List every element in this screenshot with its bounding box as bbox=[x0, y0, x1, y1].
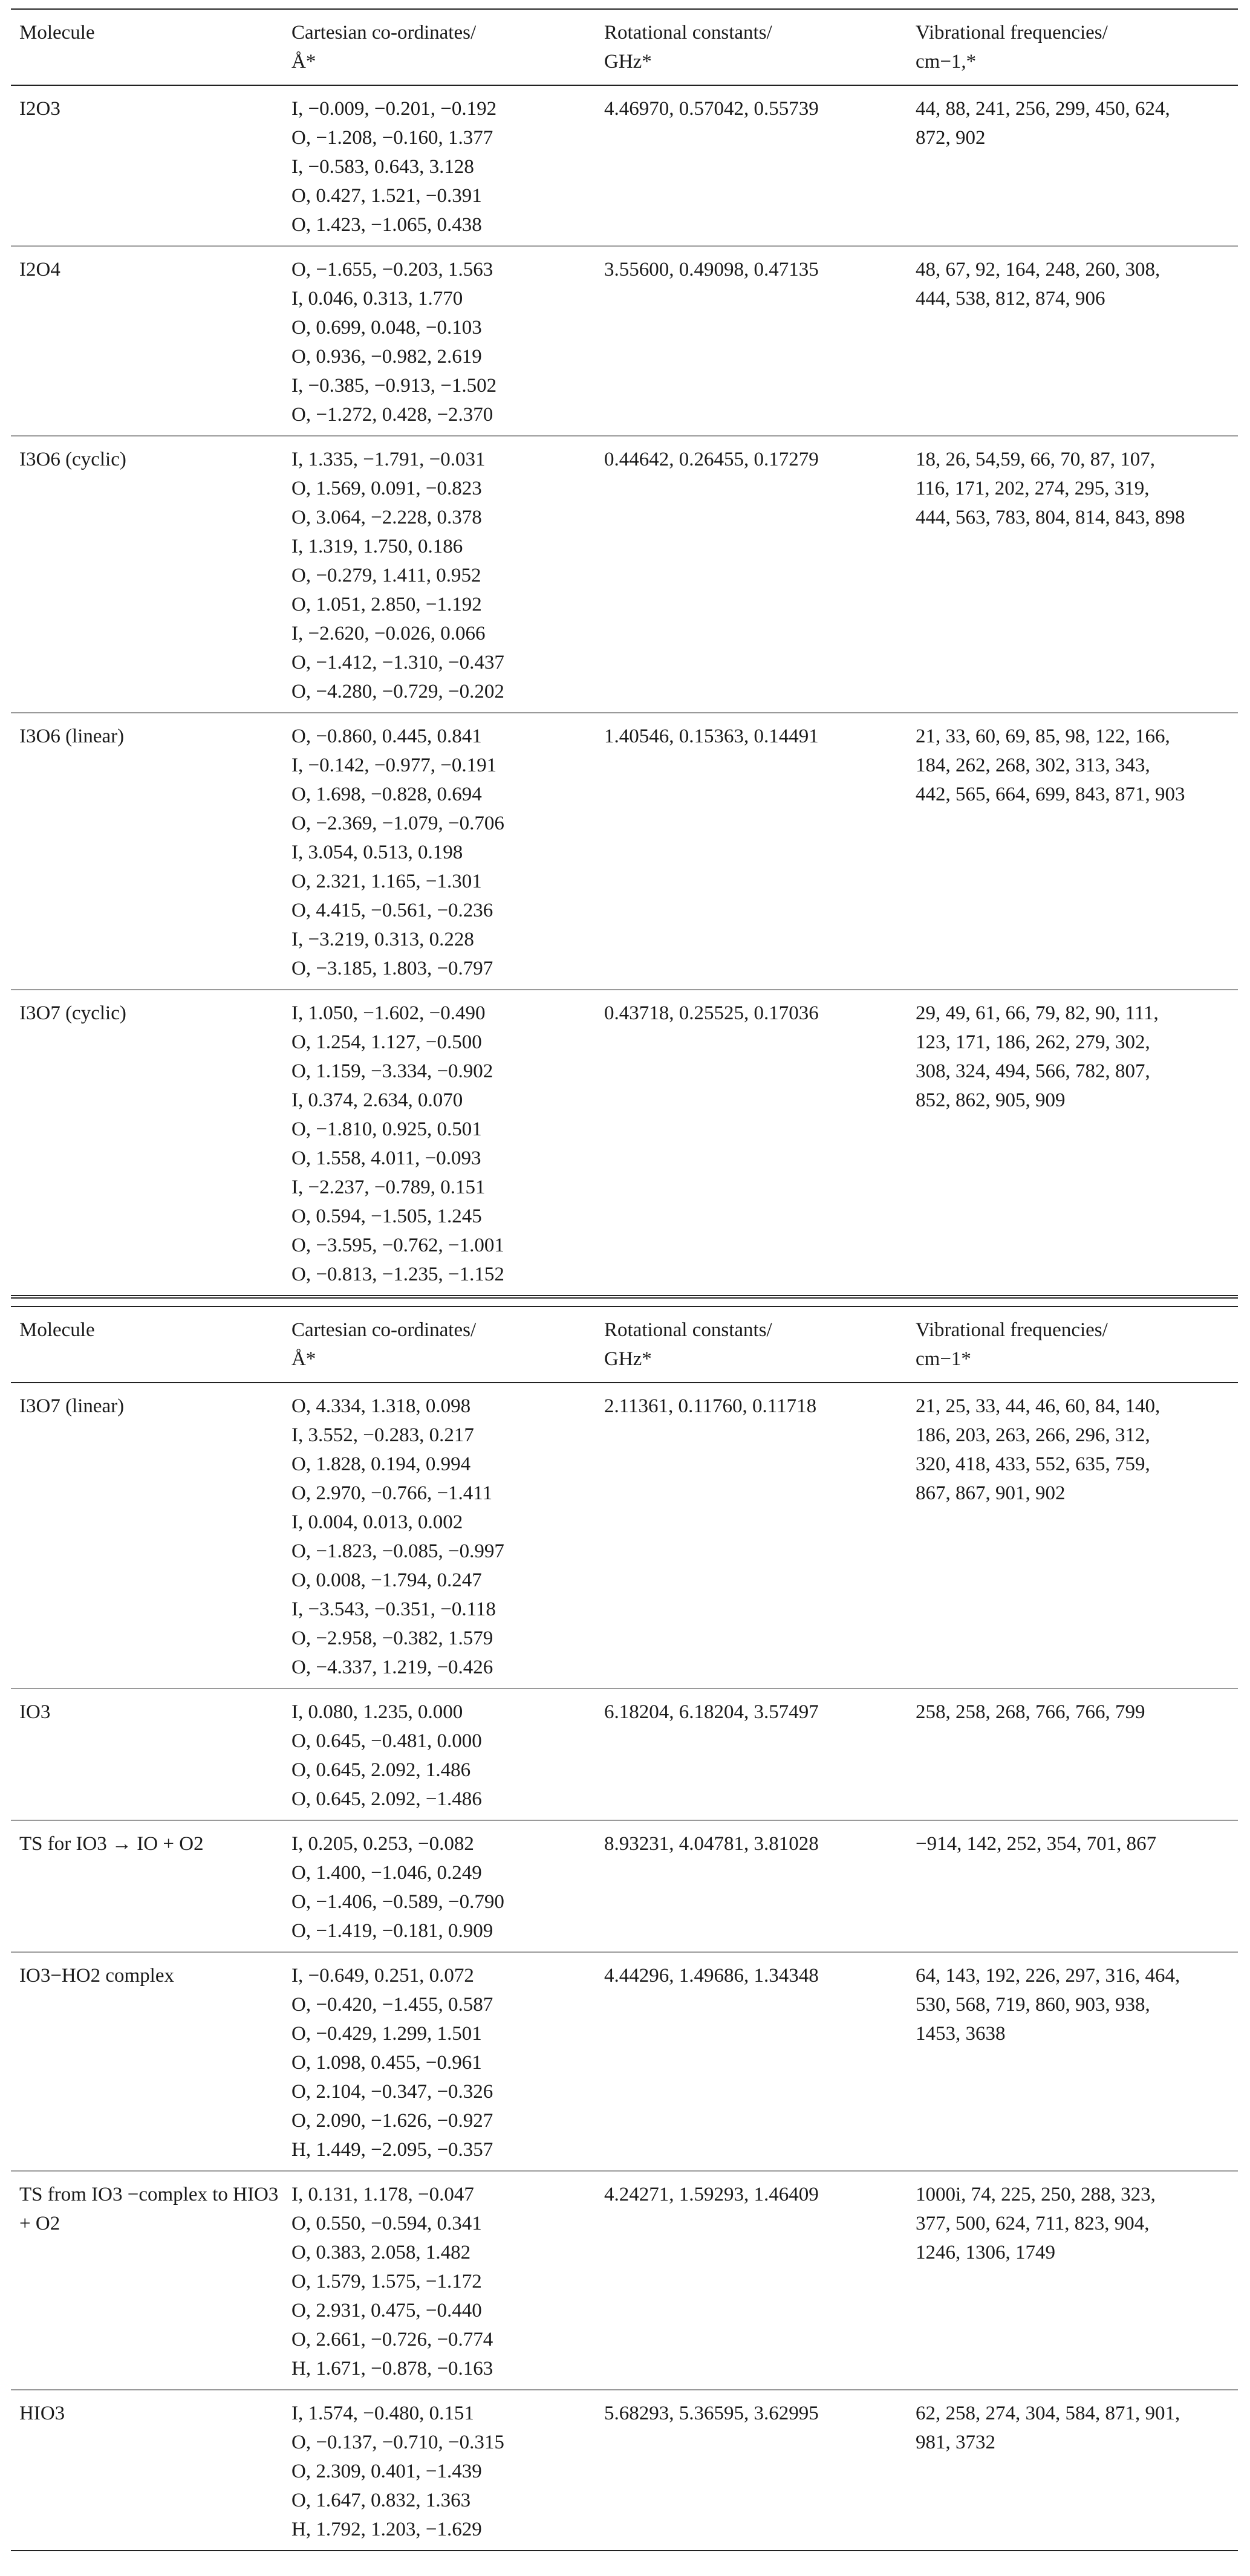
coordinates-cell bbox=[283, 990, 596, 1296]
header-rotational-constants: Rotational constants/ GHz* bbox=[596, 9, 907, 85]
table-row bbox=[11, 1383, 1238, 1689]
rotational-constants-cell bbox=[596, 713, 907, 990]
vibrational-frequencies-line: 21, 33, 60, 69, 85, 98, 122, 166, bbox=[916, 725, 1170, 747]
rotational-constants-cell bbox=[596, 1820, 907, 1952]
molecule-name: HIO3 bbox=[19, 2402, 65, 2424]
coordinate-line: O, 2.931, 0.475, −0.440 bbox=[291, 2300, 482, 2321]
coordinate-line: O, −0.279, 1.411, 0.952 bbox=[291, 565, 481, 586]
header-molecule: Molecule bbox=[11, 1306, 283, 1383]
molecule-cell bbox=[11, 1383, 283, 1689]
vibrational-frequencies-line: 1246, 1306, 1749 bbox=[916, 2242, 1055, 2263]
rotational-constants-cell bbox=[596, 990, 907, 1296]
coordinate-line: O, −1.406, −0.589, −0.790 bbox=[291, 1891, 504, 1913]
coordinate-line: I, −2.237, −0.789, 0.151 bbox=[291, 1176, 486, 1198]
header-cartesian-coordinates: Cartesian co-ordinates/ Å* bbox=[283, 1306, 596, 1383]
table-row bbox=[11, 2390, 1238, 2551]
coordinates-cell bbox=[283, 713, 596, 990]
coordinates-cell bbox=[283, 2171, 596, 2390]
coordinate-line: I, 0.131, 1.178, −0.047 bbox=[291, 2184, 474, 2205]
molecule-name: IO3−HO2 complex bbox=[19, 1965, 174, 1987]
table-row bbox=[11, 1952, 1238, 2171]
vibrational-frequencies-line: 48, 67, 92, 164, 248, 260, 308, bbox=[916, 259, 1160, 281]
coordinates-cell bbox=[283, 1383, 596, 1689]
coordinate-line: O, −2.369, −1.079, −0.706 bbox=[291, 813, 504, 834]
molecule-name: TS for IO3 → IO + O2 bbox=[19, 1833, 204, 1855]
coordinate-line: O, 1.647, 0.832, 1.363 bbox=[291, 2490, 471, 2511]
vibrational-frequencies-cell bbox=[907, 436, 1238, 713]
vibrational-frequencies-line: 377, 500, 624, 711, 823, 904, bbox=[916, 2213, 1150, 2234]
coordinate-line: I, 0.004, 0.013, 0.002 bbox=[291, 1511, 463, 1533]
coordinate-line: O, 0.645, 2.092, 1.486 bbox=[291, 1759, 471, 1781]
table-row bbox=[11, 2171, 1238, 2390]
rotational-constants-value: 4.24271, 1.59293, 1.46409 bbox=[604, 2184, 819, 2205]
vibrational-frequencies-line: 852, 862, 905, 909 bbox=[916, 1089, 1066, 1111]
coordinate-line: I, 0.374, 2.634, 0.070 bbox=[291, 1089, 463, 1111]
coordinates-cell bbox=[283, 246, 596, 436]
molecule-cell bbox=[11, 1820, 283, 1952]
coordinate-line: O, 1.579, 1.575, −1.172 bbox=[291, 2271, 482, 2292]
molecular-data-table-part-2 bbox=[11, 1306, 1238, 2551]
table-row bbox=[11, 246, 1238, 436]
table-row bbox=[11, 713, 1238, 990]
coordinates-cell bbox=[283, 1689, 596, 1820]
coordinates-cell bbox=[283, 2390, 596, 2551]
rotational-constants-value: 3.55600, 0.49098, 0.47135 bbox=[604, 259, 819, 281]
coordinate-line: O, 0.645, −0.481, 0.000 bbox=[291, 1730, 482, 1752]
vibrational-frequencies-line: 867, 867, 901, 902 bbox=[916, 1482, 1066, 1504]
coordinate-line: I, −0.385, −0.913, −1.502 bbox=[291, 375, 497, 397]
rotational-constants-value: 8.93231, 4.04781, 3.81028 bbox=[604, 1833, 819, 1855]
coordinate-line: O, −3.185, 1.803, −0.797 bbox=[291, 958, 493, 979]
coordinate-line: O, −1.810, 0.925, 0.501 bbox=[291, 1118, 482, 1140]
rotational-constants-value: 6.18204, 6.18204, 3.57497 bbox=[604, 1701, 819, 1723]
vibrational-frequencies-line: 184, 262, 268, 302, 313, 343, bbox=[916, 754, 1150, 776]
molecule-name: I3O6 (cyclic) bbox=[19, 449, 126, 470]
vibrational-frequencies-cell bbox=[907, 713, 1238, 990]
molecule-name: TS from IO3 −complex to HIO3 + O2 bbox=[19, 2184, 279, 2234]
coordinate-line: O, −0.137, −0.710, −0.315 bbox=[291, 2432, 504, 2453]
coordinate-line: O, −2.958, −0.382, 1.579 bbox=[291, 1627, 493, 1649]
rotational-constants-cell bbox=[596, 1952, 907, 2171]
molecule-cell bbox=[11, 2390, 283, 2551]
molecule-cell bbox=[11, 1952, 283, 2171]
rotational-constants-value: 5.68293, 5.36595, 3.62995 bbox=[604, 2402, 819, 2424]
vibrational-frequencies-cell bbox=[907, 990, 1238, 1296]
molecule-cell bbox=[11, 2171, 283, 2390]
coordinate-line: O, −1.419, −0.181, 0.909 bbox=[291, 1920, 493, 1942]
vibrational-frequencies-line: 21, 25, 33, 44, 46, 60, 84, 140, bbox=[916, 1395, 1160, 1417]
coordinates-cell bbox=[283, 1820, 596, 1952]
coordinate-line: O, 0.427, 1.521, −0.391 bbox=[291, 185, 482, 207]
vibrational-frequencies-line: 64, 143, 192, 226, 297, 316, 464, bbox=[916, 1965, 1180, 1987]
coordinate-line: I, 0.080, 1.235, 0.000 bbox=[291, 1701, 463, 1723]
coordinates-cell bbox=[283, 1952, 596, 2171]
coordinate-line: O, 1.254, 1.127, −0.500 bbox=[291, 1031, 482, 1053]
molecule-name: I3O7 (cyclic) bbox=[19, 1002, 126, 1024]
coordinate-line: O, −0.860, 0.445, 0.841 bbox=[291, 725, 482, 747]
coordinate-line: I, −0.009, −0.201, −0.192 bbox=[291, 98, 497, 120]
table-row bbox=[11, 1820, 1238, 1952]
coordinate-line: I, −3.543, −0.351, −0.118 bbox=[291, 1598, 496, 1620]
vibrational-frequencies-cell bbox=[907, 2390, 1238, 2551]
coordinate-line: I, 3.054, 0.513, 0.198 bbox=[291, 842, 463, 863]
vibrational-frequencies-line: 444, 538, 812, 874, 906 bbox=[916, 288, 1105, 310]
coordinate-line: I, 1.050, −1.602, −0.490 bbox=[291, 1002, 486, 1024]
coordinate-line: O, 0.936, −0.982, 2.619 bbox=[291, 346, 482, 368]
coordinate-line: O, 1.400, −1.046, 0.249 bbox=[291, 1862, 482, 1884]
coordinate-line: H, 1.671, −0.878, −0.163 bbox=[291, 2358, 493, 2380]
coordinate-line: O, 2.090, −1.626, −0.927 bbox=[291, 2110, 493, 2132]
header-rotational-constants: Rotational constants/ GHz* bbox=[596, 1306, 907, 1383]
coordinate-line: O, 2.970, −0.766, −1.411 bbox=[291, 1482, 493, 1504]
molecular-data-table-part-1 bbox=[11, 8, 1238, 1296]
coordinate-line: I, −0.583, 0.643, 3.128 bbox=[291, 156, 474, 178]
coordinate-line: I, −2.620, −0.026, 0.066 bbox=[291, 623, 486, 644]
coordinate-line: O, 2.321, 1.165, −1.301 bbox=[291, 871, 482, 892]
coordinate-line: O, 0.008, −1.794, 0.247 bbox=[291, 1569, 482, 1591]
coordinate-line: I, −0.142, −0.977, −0.191 bbox=[291, 754, 497, 776]
vibrational-frequencies-cell bbox=[907, 1689, 1238, 1820]
coordinate-line: O, 1.159, −3.334, −0.902 bbox=[291, 1060, 493, 1082]
rotational-constants-cell bbox=[596, 2171, 907, 2390]
rotational-constants-value: 2.11361, 0.11760, 0.11718 bbox=[604, 1395, 817, 1417]
vibrational-frequencies-line: 320, 418, 433, 552, 635, 759, bbox=[916, 1453, 1150, 1475]
vibrational-frequencies-cell bbox=[907, 2171, 1238, 2390]
coordinate-line: I, −3.219, 0.313, 0.228 bbox=[291, 929, 474, 950]
coordinate-line: O, 0.645, 2.092, −1.486 bbox=[291, 1788, 482, 1810]
molecule-cell bbox=[11, 1689, 283, 1820]
vibrational-frequencies-line: 444, 563, 783, 804, 814, 843, 898 bbox=[916, 507, 1185, 528]
coordinate-line: O, 0.383, 2.058, 1.482 bbox=[291, 2242, 471, 2263]
header-vibrational-frequencies: Vibrational frequencies/ cm−1* bbox=[907, 1306, 1238, 1383]
vibrational-frequencies-cell bbox=[907, 1820, 1238, 1952]
coordinate-line: O, 1.698, −0.828, 0.694 bbox=[291, 784, 482, 805]
vibrational-frequencies-line: 186, 203, 263, 266, 296, 312, bbox=[916, 1424, 1150, 1446]
table-header-row bbox=[11, 1306, 1238, 1383]
coordinate-line: O, −1.412, −1.310, −0.437 bbox=[291, 652, 504, 673]
header-vibrational-frequencies: Vibrational frequencies/ cm−1,* bbox=[907, 9, 1238, 85]
vibrational-frequencies-cell bbox=[907, 1952, 1238, 2171]
vibrational-frequencies-line: 1000i, 74, 225, 250, 288, 323, bbox=[916, 2184, 1156, 2205]
coordinates-cell bbox=[283, 436, 596, 713]
vibrational-frequencies-line: 308, 324, 494, 566, 782, 807, bbox=[916, 1060, 1150, 1082]
vibrational-frequencies-line: 62, 258, 274, 304, 584, 871, 901, bbox=[916, 2402, 1180, 2424]
coordinate-line: O, −1.655, −0.203, 1.563 bbox=[291, 259, 493, 281]
coordinates-cell bbox=[283, 85, 596, 246]
header-molecule: Molecule bbox=[11, 9, 283, 85]
table-row bbox=[11, 436, 1238, 713]
coordinate-line: O, −0.429, 1.299, 1.501 bbox=[291, 2023, 482, 2045]
vibrational-frequencies-line: 872, 902 bbox=[916, 127, 986, 149]
molecule-name: IO3 bbox=[19, 1701, 51, 1723]
coordinate-line: I, 0.046, 0.313, 1.770 bbox=[291, 288, 463, 310]
rotational-constants-value: 0.44642, 0.26455, 0.17279 bbox=[604, 449, 819, 470]
coordinate-line: I, 0.205, 0.253, −0.082 bbox=[291, 1833, 474, 1855]
vibrational-frequencies-cell bbox=[907, 85, 1238, 246]
vibrational-frequencies-line: −914, 142, 252, 354, 701, 867 bbox=[916, 1833, 1157, 1855]
coordinate-line: O, 0.699, 0.048, −0.103 bbox=[291, 317, 482, 339]
coordinate-line: O, 4.334, 1.318, 0.098 bbox=[291, 1395, 471, 1417]
coordinate-line: O, −1.208, −0.160, 1.377 bbox=[291, 127, 493, 149]
table-separator-rule bbox=[11, 1297, 1238, 1299]
vibrational-frequencies-cell bbox=[907, 1383, 1238, 1689]
vibrational-frequencies-line: 530, 568, 719, 860, 903, 938, bbox=[916, 1994, 1150, 2016]
coordinate-line: O, 1.828, 0.194, 0.994 bbox=[291, 1453, 471, 1475]
rotational-constants-value: 4.46970, 0.57042, 0.55739 bbox=[604, 98, 819, 120]
coordinate-line: O, 4.415, −0.561, −0.236 bbox=[291, 900, 493, 921]
molecule-name: I2O3 bbox=[19, 98, 60, 120]
rotational-constants-cell bbox=[596, 1383, 907, 1689]
coordinate-line: H, 1.792, 1.203, −1.629 bbox=[291, 2519, 482, 2540]
coordinate-line: O, 2.104, −0.347, −0.326 bbox=[291, 2081, 493, 2103]
coordinate-line: O, 0.594, −1.505, 1.245 bbox=[291, 1205, 482, 1227]
rotational-constants-cell bbox=[596, 246, 907, 436]
rotational-constants-cell bbox=[596, 85, 907, 246]
vibrational-frequencies-line: 123, 171, 186, 262, 279, 302, bbox=[916, 1031, 1150, 1053]
coordinate-line: H, 1.449, −2.095, −0.357 bbox=[291, 2139, 493, 2161]
table-row bbox=[11, 1689, 1238, 1820]
header-cartesian-coordinates: Cartesian co-ordinates/ Å* bbox=[283, 9, 596, 85]
coordinate-line: O, −4.337, 1.219, −0.426 bbox=[291, 1656, 493, 1678]
coordinate-line: I, −0.649, 0.251, 0.072 bbox=[291, 1965, 474, 1987]
coordinate-line: O, 1.558, 4.011, −0.093 bbox=[291, 1147, 481, 1169]
coordinate-line: I, 3.552, −0.283, 0.217 bbox=[291, 1424, 474, 1446]
coordinate-line: O, −0.420, −1.455, 0.587 bbox=[291, 1994, 493, 2016]
molecule-name: I3O6 (linear) bbox=[19, 725, 125, 747]
coordinate-line: O, 3.064, −2.228, 0.378 bbox=[291, 507, 482, 528]
vibrational-frequencies-cell bbox=[907, 246, 1238, 436]
coordinate-line: O, 0.550, −0.594, 0.341 bbox=[291, 2213, 482, 2234]
vibrational-frequencies-line: 44, 88, 241, 256, 299, 450, 624, bbox=[916, 98, 1170, 120]
molecule-cell bbox=[11, 436, 283, 713]
rotational-constants-value: 1.40546, 0.15363, 0.14491 bbox=[604, 725, 819, 747]
coordinate-line: O, −1.823, −0.085, −0.997 bbox=[291, 1540, 504, 1562]
coordinate-line: O, −1.272, 0.428, −2.370 bbox=[291, 404, 493, 426]
vibrational-frequencies-line: 981, 3732 bbox=[916, 2432, 995, 2453]
vibrational-frequencies-line: 1453, 3638 bbox=[916, 2023, 1006, 2045]
rotational-constants-value: 4.44296, 1.49686, 1.34348 bbox=[604, 1965, 819, 1987]
table-row bbox=[11, 85, 1238, 246]
vibrational-frequencies-line: 258, 258, 268, 766, 766, 799 bbox=[916, 1701, 1145, 1723]
vibrational-frequencies-line: 18, 26, 54,59, 66, 70, 87, 107, bbox=[916, 449, 1155, 470]
vibrational-frequencies-line: 116, 171, 202, 274, 295, 319, bbox=[916, 478, 1150, 499]
coordinate-line: I, 1.574, −0.480, 0.151 bbox=[291, 2402, 474, 2424]
coordinate-line: O, 1.051, 2.850, −1.192 bbox=[291, 594, 482, 615]
coordinate-line: O, 1.569, 0.091, −0.823 bbox=[291, 478, 482, 499]
molecule-cell bbox=[11, 85, 283, 246]
molecule-name: I3O7 (linear) bbox=[19, 1395, 125, 1417]
coordinate-line: O, 2.661, −0.726, −0.774 bbox=[291, 2329, 493, 2351]
rotational-constants-value: 0.43718, 0.25525, 0.17036 bbox=[604, 1002, 819, 1024]
vibrational-frequencies-line: 29, 49, 61, 66, 79, 82, 90, 111, bbox=[916, 1002, 1159, 1024]
molecule-cell bbox=[11, 246, 283, 436]
coordinate-line: O, −3.595, −0.762, −1.001 bbox=[291, 1234, 504, 1256]
table-row bbox=[11, 990, 1238, 1296]
coordinate-line: I, 1.319, 1.750, 0.186 bbox=[291, 536, 463, 557]
table-header-row bbox=[11, 9, 1238, 85]
rotational-constants-cell bbox=[596, 436, 907, 713]
coordinate-line: O, 2.309, 0.401, −1.439 bbox=[291, 2461, 482, 2482]
rotational-constants-cell bbox=[596, 2390, 907, 2551]
coordinate-line: O, 1.098, 0.455, −0.961 bbox=[291, 2052, 482, 2074]
rotational-constants-cell bbox=[596, 1689, 907, 1820]
coordinate-line: I, 1.335, −1.791, −0.031 bbox=[291, 449, 486, 470]
molecule-cell bbox=[11, 713, 283, 990]
coordinate-line: O, −4.280, −0.729, −0.202 bbox=[291, 681, 504, 702]
molecule-cell bbox=[11, 990, 283, 1296]
coordinate-line: O, 1.423, −1.065, 0.438 bbox=[291, 214, 482, 236]
molecule-name: I2O4 bbox=[19, 259, 60, 281]
vibrational-frequencies-line: 442, 565, 664, 699, 843, 871, 903 bbox=[916, 784, 1185, 805]
coordinate-line: O, −0.813, −1.235, −1.152 bbox=[291, 1264, 504, 1285]
